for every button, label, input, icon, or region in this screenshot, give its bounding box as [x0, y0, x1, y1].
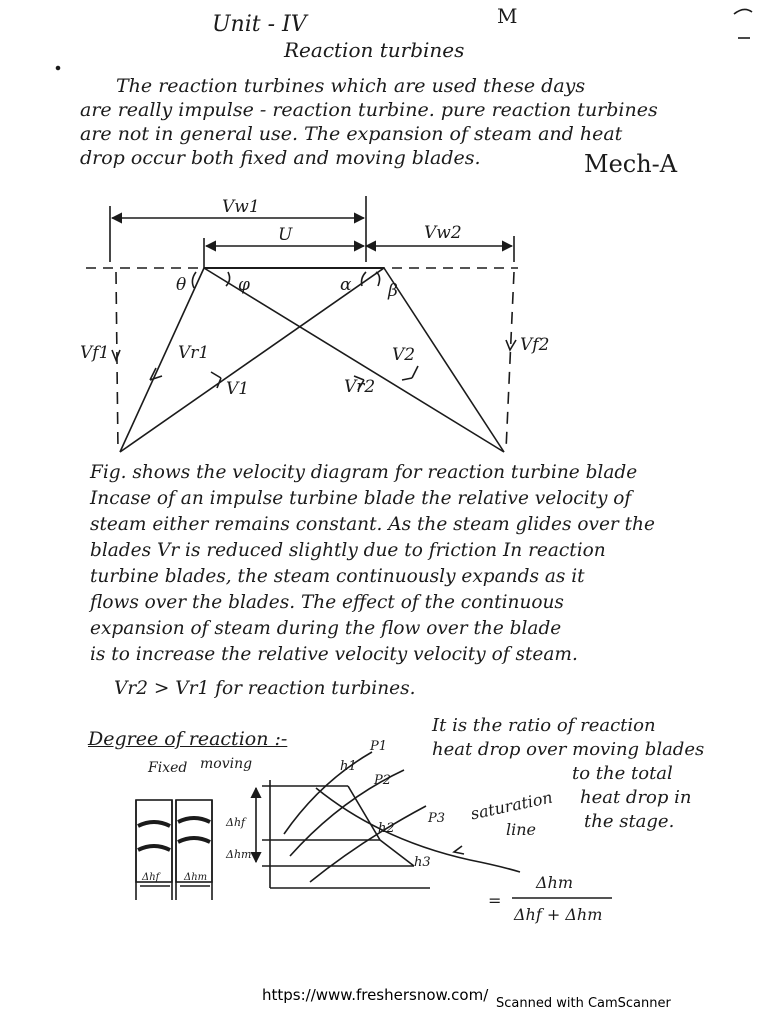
saturation-label: saturation [468, 787, 555, 824]
page-title: Reaction turbines [284, 38, 465, 62]
label-vr1: Vr1 [178, 343, 210, 363]
explanation-line: Incase of an impulse turbine blade the relative velocity of [90, 488, 632, 509]
label-vf2: Vf2 [520, 335, 550, 355]
label-h2: h2 [378, 821, 395, 836]
definition-line: to the total [572, 763, 673, 784]
label-blade-dhf: Δhf [142, 872, 160, 883]
intro-line: The reaction turbines which are used these days [116, 75, 586, 97]
scanner-watermark: Scanned with CamScanner [496, 996, 671, 1011]
saturation-line-label: line [506, 820, 537, 839]
label-u: U [278, 225, 293, 245]
footer-url[interactable]: https://www.freshersnow.com/ [262, 986, 489, 1004]
explanation-line: turbine blades, the steam continuously expands as it [90, 566, 585, 587]
label-vw1: Vw1 [222, 197, 260, 217]
degree-of-reaction-heading: Degree of reaction :- [88, 728, 288, 750]
label-beta: β [388, 281, 398, 301]
explanation-line: blades Vr is reduced slightly due to friction In reaction [90, 540, 606, 561]
corner-mark: M [497, 4, 518, 28]
explanation-line: flows over the blades. The effect of the continuous [90, 592, 564, 613]
label-p2: P2 [374, 773, 392, 788]
definition-line: the stage. [584, 811, 675, 832]
label-vw2: Vw2 [424, 223, 462, 243]
mech-label: Mech-A [584, 150, 678, 178]
label-phi: φ [238, 275, 250, 295]
label-blade-dhm: Δhm [184, 872, 208, 883]
definition-line: It is the ratio of reaction [432, 715, 656, 736]
explanation-line: expansion of steam during the flow over the blade [90, 618, 562, 639]
intro-line: drop occur both fixed and moving blades. [80, 147, 481, 169]
fixed-label: Fixed [148, 760, 188, 776]
explanation-line: is to increase the relative velocity velocity of steam. [90, 644, 578, 665]
formula-equals: = [488, 891, 502, 910]
explanation-line: Fig. shows the velocity diagram for reaction turbine blade [90, 462, 638, 483]
label-h1: h1 [340, 759, 357, 774]
definition-line: heat drop in [580, 787, 692, 808]
formula-numerator: Δhm [536, 873, 574, 892]
label-vf1: Vf1 [80, 343, 110, 363]
intro-line: are really impulse - reaction turbine. pure reaction turbines [80, 99, 658, 121]
label-vr2: Vr2 [344, 377, 376, 397]
label-v1: V1 [226, 379, 250, 399]
moving-label: moving [200, 756, 253, 772]
unit-text: Unit - IV [212, 12, 307, 37]
label-alpha: α [340, 275, 352, 295]
label-dhf: Δhf [226, 816, 246, 829]
label-dhm: Δhm [226, 848, 252, 861]
intro-line: are not in general use. The expansion of steam and heat [80, 123, 623, 145]
explanation-line: steam either remains constant. As the steam glides over the [90, 514, 655, 535]
label-h3: h3 [414, 855, 431, 870]
explanation-line: Vr2 > Vr1 for reaction turbines. [114, 678, 416, 699]
definition-line: heat drop over moving blades [432, 739, 705, 760]
formula-denominator: Δhf + Δhm [514, 905, 603, 924]
label-p1: P1 [370, 739, 388, 754]
label-theta: θ [176, 275, 187, 295]
label-p3: P3 [428, 811, 446, 826]
label-v2: V2 [392, 345, 416, 365]
